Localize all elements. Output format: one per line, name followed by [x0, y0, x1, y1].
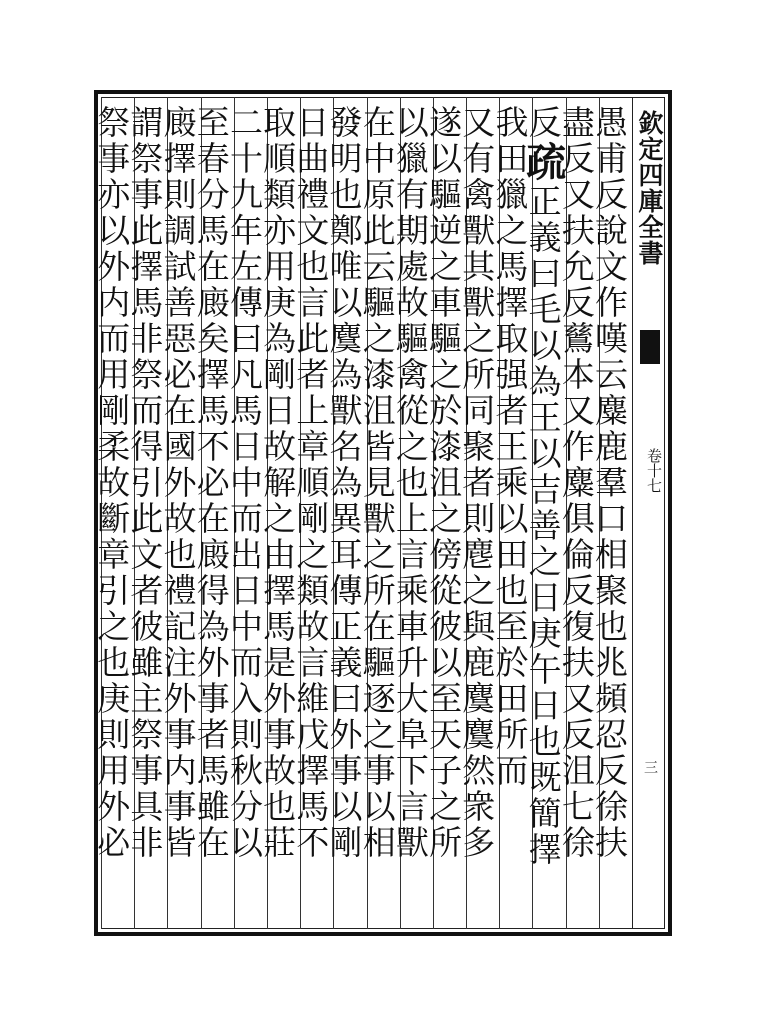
book-title: 欽定四庫全書 — [635, 110, 664, 266]
text-column — [92, 97, 134, 929]
text-column — [490, 97, 532, 929]
column-text: 反 — [523, 105, 563, 141]
text-column — [390, 97, 433, 929]
volume-label: 卷十七 — [645, 448, 663, 493]
column-text: 在中原此云驅之漆沮皆見獸之所在驅逐之事以相 — [357, 105, 397, 861]
column-text: 以獵有期處故驅禽從之也上言乘車升大阜下言獸 — [390, 105, 430, 861]
shu-heading: 疏 — [519, 141, 567, 184]
column-text: 盡反又扶允反鶿本又作麋俱倫反復扶又反沮七徐 — [556, 105, 596, 861]
column-text-rest: 正義曰毛以為王以吉善之日庚午日也既簡擇 — [523, 184, 563, 868]
text-column — [519, 97, 567, 929]
text-column — [556, 97, 599, 929]
column-text: 謂祭事此擇馬非祭而得引此文者彼雖主祭事具非 — [125, 105, 165, 861]
text-column — [324, 97, 366, 929]
column-text: 日曲禮文也言此者上章順剛之類故言維戊擇馬不 — [291, 105, 331, 861]
column-text: 愚甫反說文作嘆云麋鹿羣口相聚也兆頻忍反徐扶 — [590, 105, 629, 861]
text-column — [590, 97, 632, 929]
text-column — [224, 97, 267, 929]
text-column — [424, 97, 466, 929]
column-text: 祭事亦以外内而用剛柔故斷章引之也庚則用外必 — [92, 105, 132, 861]
text-columns — [92, 97, 632, 929]
text-column — [158, 97, 200, 929]
text-column — [258, 97, 300, 929]
column-text: 遂以驅逆之車驅之於漆沮之傍從彼以至天子之所 — [424, 105, 464, 861]
text-column — [125, 97, 167, 929]
text-column — [457, 97, 499, 929]
page-marker: 三 — [642, 760, 658, 774]
column-text: 取順類亦用庚為剛日故解之由擇馬是外事故也莊 — [258, 105, 298, 861]
column-text: 二十九年左傳曰凡馬日中而出日中而入則秋分以 — [224, 105, 264, 861]
text-column — [191, 97, 234, 929]
column-text: 廄擇則調試善惡必在國外故也禮記注外事内事皆 — [158, 105, 198, 861]
text-column — [291, 97, 333, 929]
column-line — [519, 105, 567, 868]
column-text: 發明也鄭唯以麌為獸名為異耳傳正義曰外事以剛 — [324, 105, 364, 861]
column-text: 又有禽獸其獸之所同聚者則麀之與鹿麌麌然衆多 — [457, 105, 497, 861]
text-column — [357, 97, 400, 929]
fish-tail-mark — [640, 330, 660, 364]
column-text: 至春分馬在廄矣擇馬不必在廄得為外事者馬雖在 — [191, 105, 231, 861]
column-text: 我田獵之馬擇取强者王乘以田也至於田所而 — [490, 105, 530, 789]
